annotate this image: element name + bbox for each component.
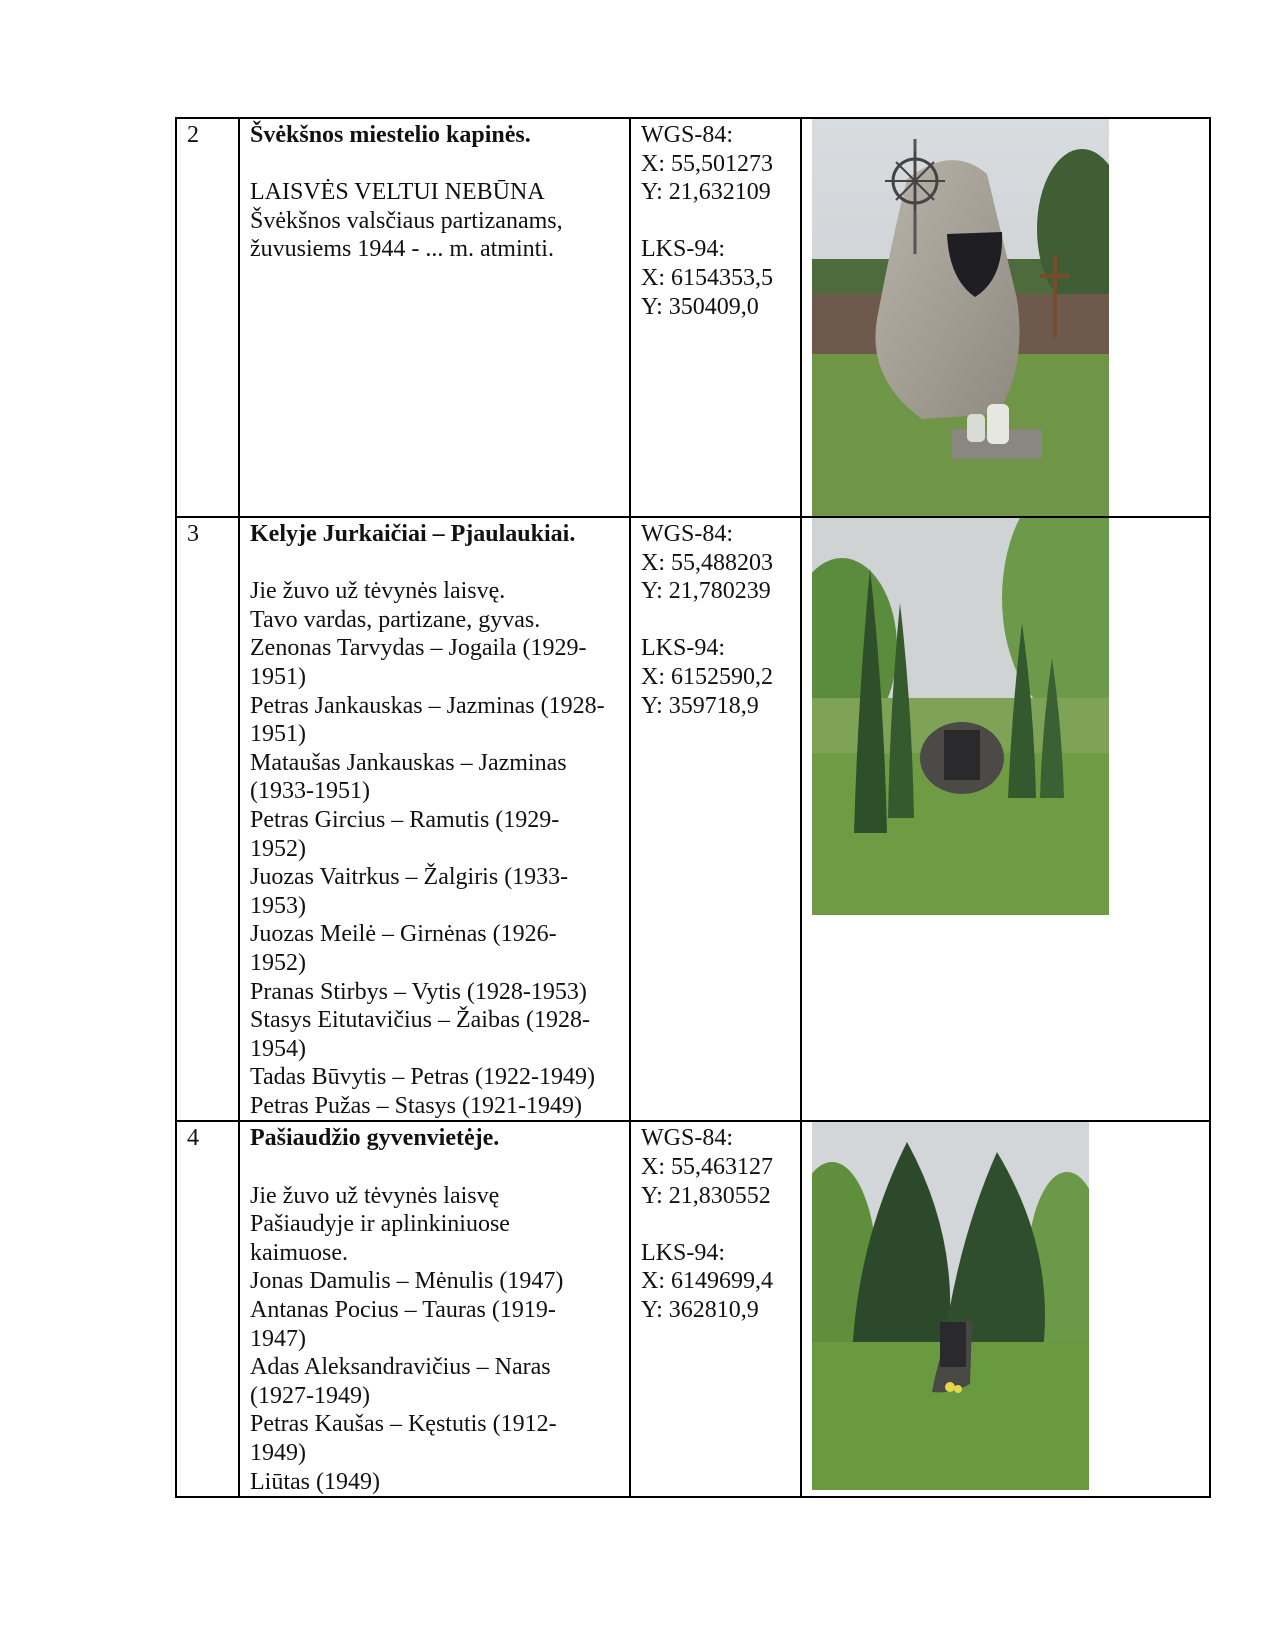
wgs-x: X: 55,463127	[641, 1154, 773, 1181]
inscription-line: Petras Kaušas – Kęstutis (1912-	[250, 1411, 557, 1438]
photo-cell	[801, 118, 1210, 517]
memorial-stone-photo	[812, 119, 1109, 516]
site-title: Kelyje Jurkaičiai – Pjaulaukiai.	[250, 521, 576, 547]
inscription-line: Adas Aleksandravičius – Naras	[250, 1354, 551, 1381]
lks-label: LKS-94:	[641, 236, 725, 263]
wgs-label: WGS-84:	[641, 122, 733, 148]
site-title: Švėkšnos miestelio kapinės.	[250, 122, 531, 148]
table-row	[176, 118, 1210, 517]
wgs-y: Y: 21,780239	[641, 578, 771, 605]
table-row	[176, 517, 1210, 1121]
row-number: 3	[187, 521, 199, 547]
inscription-line: Liūtas (1949)	[250, 1468, 380, 1495]
photo-cell	[801, 517, 1210, 1121]
wgs-x: X: 55,488203	[641, 549, 773, 576]
inscription-line: Jie žuvo už tėvynės laisvę	[250, 1182, 500, 1209]
row-number: 2	[187, 122, 199, 148]
inscription-line: Juozas Meilė – Girnėnas (1926-	[250, 921, 557, 948]
row-number-cell	[176, 118, 239, 517]
inscription-line: Jonas Damulis – Mėnulis (1947)	[250, 1268, 564, 1295]
inscription-line: Pašiaudyje ir aplinkiniuose	[250, 1211, 510, 1238]
inscription-line: Petras Jankauskas – Jazminas (1928-	[250, 692, 605, 719]
coordinates-cell	[630, 517, 801, 1121]
inscription-line: 1954)	[250, 1035, 306, 1062]
inscription-line: 1951)	[250, 721, 306, 748]
inscription-line: 1953)	[250, 892, 306, 919]
inscription-line: Antanas Pocius – Tauras (1919-	[250, 1297, 556, 1324]
inscription-line: Pranas Stirbys – Vytis (1928-1953)	[250, 978, 587, 1005]
photo-cell	[801, 1121, 1210, 1497]
coordinates-cell	[630, 118, 801, 517]
description-cell	[239, 517, 630, 1121]
wgs-label: WGS-84:	[641, 1125, 733, 1152]
wgs-label: WGS-84:	[641, 521, 733, 547]
site-title: Pašiaudžio gyvenvietėje.	[250, 1125, 500, 1152]
lks-x: X: 6152590,2	[641, 663, 773, 690]
inscription-line: (1933-1951)	[250, 778, 370, 805]
lks-x: X: 6154353,5	[641, 264, 773, 291]
memorial-site-photo	[812, 518, 1109, 915]
inscription-line: Švėkšnos valsčiaus partizanams,	[250, 207, 563, 234]
inscription-line: LAISVĖS VELTUI NEBŪNA	[250, 179, 545, 206]
inscription-line: 1947)	[250, 1325, 306, 1352]
memorial-site-photo	[812, 1122, 1089, 1490]
inscription-line: (1927-1949)	[250, 1382, 370, 1409]
lks-x: X: 6149699,4	[641, 1268, 773, 1295]
table-row	[176, 1121, 1210, 1497]
wgs-y: Y: 21,830552	[641, 1182, 771, 1209]
inscription-line: Jie žuvo už tėvynės laisvę.	[250, 578, 506, 605]
inscription-line: 1951)	[250, 663, 306, 690]
inscription-line: Juozas Vaitrkus – Žalgiris (1933-	[250, 864, 569, 891]
inscription-line: Petras Gircius – Ramutis (1929-	[250, 806, 560, 833]
wgs-x: X: 55,501273	[641, 150, 773, 177]
row-number-cell	[176, 1121, 239, 1497]
inscription-line: 1952)	[250, 949, 306, 976]
inscription-line: 1949)	[250, 1440, 306, 1466]
lks-y: Y: 359718,9	[641, 692, 759, 719]
wgs-y: Y: 21,632109	[641, 179, 771, 206]
inscription-line: Tadas Būvytis – Petras (1922-1949)	[250, 1064, 595, 1091]
inscription-line: žuvusiems 1944 - ... m. atminti.	[250, 236, 554, 263]
lks-label: LKS-94:	[641, 1239, 725, 1266]
row-number-cell	[176, 517, 239, 1121]
inscription-line: Zenonas Tarvydas – Jogaila (1929-	[250, 635, 587, 662]
inscription-line: Mataušas Jankauskas – Jazminas	[250, 749, 567, 776]
inscription-line: kaimuose.	[250, 1239, 348, 1266]
memorials-table	[175, 117, 1211, 1498]
lks-y: Y: 350409,0	[641, 293, 759, 320]
lks-y: Y: 362810,9	[641, 1297, 759, 1324]
inscription-line: 1952)	[250, 835, 306, 862]
row-number: 4	[187, 1125, 199, 1152]
lks-label: LKS-94:	[641, 635, 725, 662]
inscription-line: Stasys Eitutavičius – Žaibas (1928-	[250, 1007, 590, 1034]
description-cell	[239, 118, 630, 517]
inscription-line: Petras Pužas – Stasys (1921-1949)	[250, 1092, 582, 1119]
coordinates-cell	[630, 1121, 801, 1497]
description-cell	[239, 1121, 630, 1497]
inscription-line: Tavo vardas, partizane, gyvas.	[250, 606, 541, 633]
